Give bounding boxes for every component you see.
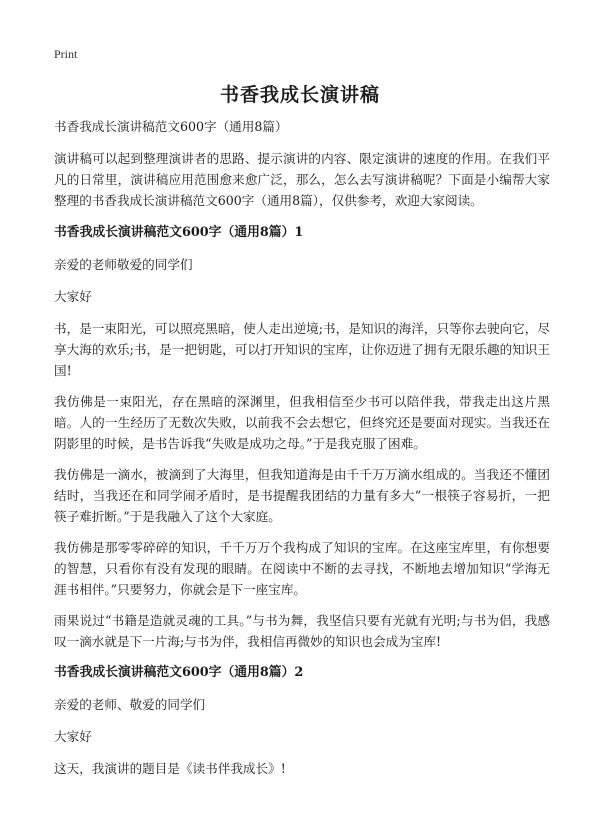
document-body — [54, 116, 550, 789]
greeting: 亲爱的老师、敬爱的同学们 — [54, 697, 206, 712]
body-paragraph: 我仿佛是一滴水，被滴到了大海里，但我知道海是由千千万万滴水组成的。当我还不懂团结时，当我还在和同学闹矛盾时，是书提醒我团结的力量有多大“一根筷子容易折，一把筷子难折断。”于是我融入了这个大家庭。 — [54, 467, 550, 524]
greeting: 亲爱的老师敬爱的同学们 — [54, 257, 193, 272]
body-paragraph: 我仿佛是那零零碎碎的知识，千千万万个我构成了知识的宝库。在这座宝库里，有你想要的智慧，只看你有没有发现的眼睛。在阅读中不断的去寻找，不断地去增加知识“学海无涯书相伴。”只要努力，你就会是下一座宝库。 — [54, 540, 550, 597]
page-title: 书香我成长演讲稿 — [219, 84, 380, 106]
body-paragraph: 书，是一束阳光，可以照亮黑暗，使人走出逆境;书，是知识的海洋，只等你去驶向它，尽享大海的欢乐;书，是一把钥匙，可以打开知识的宝库，让你迈进了拥有无限乐趣的知识王国! — [54, 321, 550, 378]
salutation: 大家好 — [54, 729, 92, 744]
salutation: 大家好 — [54, 289, 92, 304]
section-heading: 书香我成长演讲稿范文600字（通用8篇）1 — [54, 225, 304, 240]
section-1 — [54, 222, 550, 652]
body-paragraph: 我仿佛是一束阳光，存在黑暗的深渊里，但我相信至少书可以陪伴我，带我走出这片黑暗。人的一生经历了无数次失败，以前我不会去想它，但终究还是要面对现实。当我还在阴影里的时候，是书告诉我“失败是成功之母。”于是我克服了困难。 — [54, 394, 550, 451]
body-paragraph: 这天，我演讲的题目是《读书伴我成长》! — [54, 761, 286, 776]
body-paragraph: 雨果说过“书籍是造就灵魂的工具。”与书为舞，我坚信只要有光就有光明;与书为侣，我感叹一滴水就是下一片海;与书为伴，我相信再微妙的知识也会成为宝库! — [54, 613, 550, 649]
section-heading: 书香我成长演讲稿范文600字（通用8篇）2 — [54, 665, 304, 680]
document-subtitle: 书香我成长演讲稿范文600字（通用8篇） — [54, 119, 288, 134]
section-2 — [54, 662, 550, 779]
intro-paragraph: 演讲稿可以起到整理演讲者的思路、提示演讲的内容、限定演讲的速度的作用。在我们平凡的日常里，演讲稿应用范围愈来愈广泛，那么，怎么去写演讲稿呢？下面是小编帮大家整理的书香我成长演讲稿范文600字（通用8篇），仅供参考，欢迎大家阅读。 — [54, 151, 550, 208]
print-link[interactable]: Print — [54, 47, 78, 61]
